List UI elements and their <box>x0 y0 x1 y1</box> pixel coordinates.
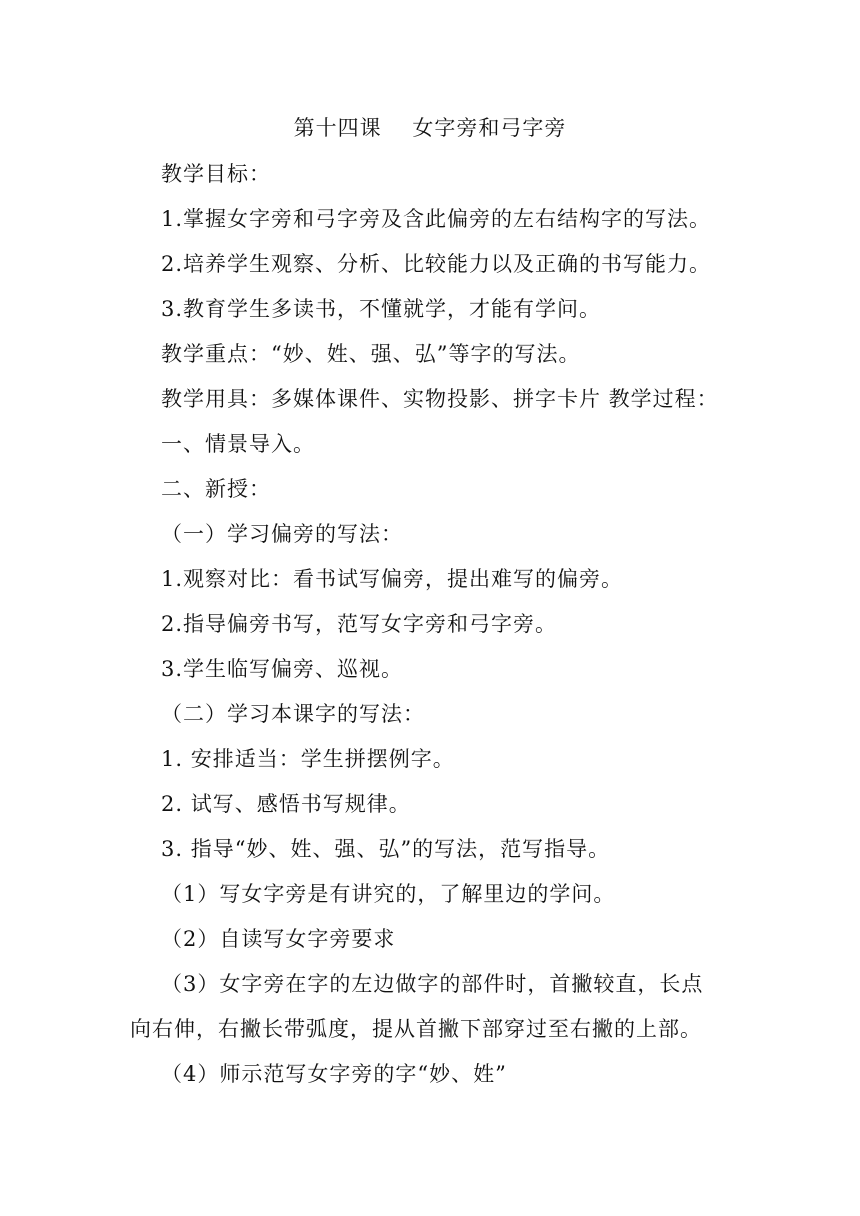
text-line-step-1-2: 2.指导偏旁书写，范写女字旁和弓字旁。 <box>161 612 558 636</box>
text-line-substep-3-cont: 向右伸，右撇长带弧度，提从首撇下部穿过至右撇的上部。 <box>130 1017 702 1041</box>
text-line-section-1: 一、情景导入。 <box>161 432 315 456</box>
text-line-step-2-1: 1. 安排适当：学生拼摆例字。 <box>161 747 455 771</box>
text-line-step-1-3: 3.学生临写偏旁、巡视。 <box>161 657 404 681</box>
text-line-teaching-goals: 教学目标： <box>161 162 271 186</box>
text-line-step-1-1: 1.观察对比：看书试写偏旁，提出难写的偏旁。 <box>161 567 624 591</box>
text-line-substep-2: （2）自读写女字旁要求 <box>161 927 396 951</box>
text-line-substep-3: （3）女字旁在字的左边做字的部件时，首撇较直，长点 <box>161 972 704 996</box>
text-line-step-2-3: 3. 指导“妙、姓、强、弘”的写法，范写指导。 <box>161 837 611 861</box>
text-line-goal-3: 3.教育学生多读书，不懂就学，才能有学问。 <box>161 297 602 321</box>
text-line-substep-1: （1）写女字旁是有讲究的，了解里边的学问。 <box>161 882 616 906</box>
text-line-teaching-tools: 教学用具：多媒体课件、实物投影、拼字卡片 教学过程： <box>161 387 719 411</box>
text-line-key-points: 教学重点：“妙、姓、强、弘”等字的写法。 <box>161 342 581 366</box>
text-line-subsection-1: （一）学习偏旁的写法： <box>161 522 403 546</box>
text-line-subsection-2: （二）学习本课字的写法： <box>161 702 425 726</box>
text-line-goal-1: 1.掌握女字旁和弓字旁及含此偏旁的左右结构字的写法。 <box>161 207 712 231</box>
text-line-step-2-2: 2. 试写、感悟书写规律。 <box>161 792 411 816</box>
text-line-substep-4: （4）师示范写女字旁的字“妙、姓” <box>161 1062 507 1086</box>
text-line-goal-2: 2.培养学生观察、分析、比较能力以及正确的书写能力。 <box>161 252 712 276</box>
document-title: 第十四课 女字旁和弓字旁 <box>293 116 567 140</box>
text-line-section-2: 二、新授： <box>161 477 271 501</box>
